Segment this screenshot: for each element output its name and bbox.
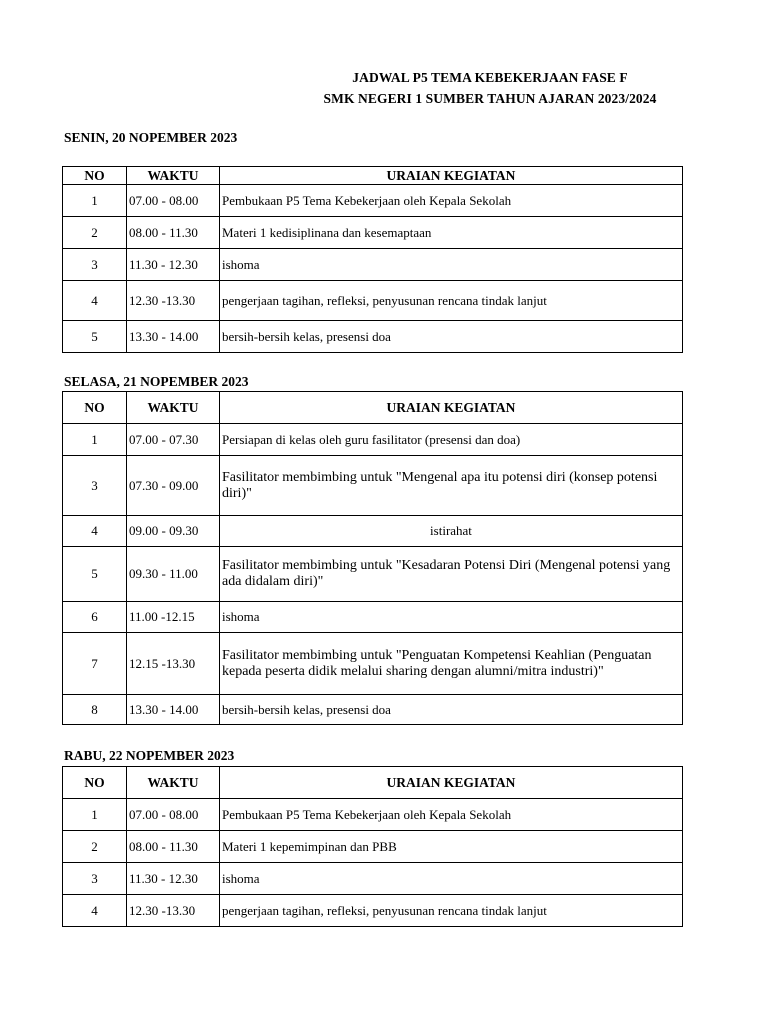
cell-uraian: Persiapan di kelas oleh guru fasilitator (presensi dan doa) [220, 424, 683, 456]
column-header-uraian: URAIAN KEGIATAN [220, 767, 683, 799]
cell-no: 4 [63, 281, 127, 321]
cell-uraian: pengerjaan tagihan, refleksi, penyusunan rencana tindak lanjut [220, 895, 683, 927]
cell-waktu: 13.30 - 14.00 [127, 695, 220, 725]
cell-uraian: ishoma [220, 863, 683, 895]
table-header-row [63, 767, 683, 799]
table-header-row [63, 392, 683, 424]
cell-no: 3 [63, 456, 127, 516]
cell-waktu: 07.30 - 09.00 [127, 456, 220, 516]
cell-waktu: 13.30 - 14.00 [127, 321, 220, 353]
table-row [63, 321, 683, 353]
day-heading-selasa: SELASA, 21 NOPEMBER 2023 [64, 374, 249, 389]
cell-waktu: 08.00 - 11.30 [127, 831, 220, 863]
cell-no: 3 [63, 249, 127, 281]
schedule-table-senin [62, 166, 683, 353]
cell-waktu: 09.30 - 11.00 [127, 547, 220, 602]
column-header-no: NO [63, 167, 127, 185]
cell-waktu: 11.00 -12.15 [127, 602, 220, 633]
table-row [63, 547, 683, 602]
cell-uraian: bersih-bersih kelas, presensi doa [220, 321, 683, 353]
document-title-line-1: JADWAL P5 TEMA KEBEKERJAAN FASE F [352, 70, 628, 85]
table-row [63, 863, 683, 895]
cell-uraian: pengerjaan tagihan, refleksi, penyusunan rencana tindak lanjut [220, 281, 683, 321]
cell-uraian: Fasilitator membimbing untuk "Kesadaran Potensi Diri (Mengenal potensi yang ada didalam diri)" [220, 547, 683, 602]
cell-waktu: 12.15 -13.30 [127, 633, 220, 695]
cell-no: 7 [63, 633, 127, 695]
schedule-table-selasa [62, 391, 683, 725]
table-header-row [63, 167, 683, 185]
column-header-waktu: WAKTU [127, 167, 220, 185]
cell-uraian: istirahat [220, 516, 683, 547]
table-row [63, 249, 683, 281]
cell-uraian: Fasilitator membimbing untuk "Mengenal apa itu potensi diri (konsep potensi diri)" [220, 456, 683, 516]
cell-uraian: Pembukaan P5 Tema Kebekerjaan oleh Kepala Sekolah [220, 799, 683, 831]
cell-no: 5 [63, 321, 127, 353]
column-header-waktu: WAKTU [127, 767, 220, 799]
cell-uraian: bersih-bersih kelas, presensi doa [220, 695, 683, 725]
table-row [63, 831, 683, 863]
table-row [63, 456, 683, 516]
day-heading-rabu: RABU, 22 NOPEMBER 2023 [64, 748, 235, 763]
table-row [63, 185, 683, 217]
cell-no: 4 [63, 895, 127, 927]
column-header-no: NO [63, 767, 127, 799]
column-header-uraian: URAIAN KEGIATAN [220, 167, 683, 185]
table-row [63, 633, 683, 695]
cell-no: 2 [63, 831, 127, 863]
table-row [63, 895, 683, 927]
table-row [63, 217, 683, 249]
document-title-line-2: SMK NEGERI 1 SUMBER TAHUN AJARAN 2023/2024 [323, 91, 657, 106]
column-header-uraian: URAIAN KEGIATAN [220, 392, 683, 424]
cell-waktu: 09.00 - 09.30 [127, 516, 220, 547]
cell-no: 1 [63, 185, 127, 217]
cell-no: 4 [63, 516, 127, 547]
table-row [63, 695, 683, 725]
cell-waktu: 11.30 - 12.30 [127, 249, 220, 281]
cell-waktu: 07.00 - 08.00 [127, 185, 220, 217]
day-heading-senin: SENIN, 20 NOPEMBER 2023 [64, 130, 238, 145]
cell-no: 2 [63, 217, 127, 249]
schedule-table-rabu [62, 766, 683, 927]
table-row [63, 424, 683, 456]
cell-uraian: Pembukaan P5 Tema Kebekerjaan oleh Kepala Sekolah [220, 185, 683, 217]
cell-waktu: 08.00 - 11.30 [127, 217, 220, 249]
cell-no: 8 [63, 695, 127, 725]
cell-no: 6 [63, 602, 127, 633]
cell-no: 3 [63, 863, 127, 895]
cell-waktu: 07.00 - 07.30 [127, 424, 220, 456]
cell-uraian: Materi 1 kedisiplinana dan kesemaptaan [220, 217, 683, 249]
column-header-no: NO [63, 392, 127, 424]
table-row [63, 281, 683, 321]
cell-uraian: Fasilitator membimbing untuk "Penguatan Kompetensi Keahlian (Penguatan kepada peserta didik melalui sharing dengan alumni/mitra industri)" [220, 633, 683, 695]
cell-uraian: ishoma [220, 602, 683, 633]
cell-no: 5 [63, 547, 127, 602]
cell-uraian: ishoma [220, 249, 683, 281]
table-row [63, 799, 683, 831]
column-header-waktu: WAKTU [127, 392, 220, 424]
cell-waktu: 12.30 -13.30 [127, 281, 220, 321]
table-row [63, 516, 683, 547]
cell-waktu: 11.30 - 12.30 [127, 863, 220, 895]
table-row [63, 602, 683, 633]
cell-waktu: 12.30 -13.30 [127, 895, 220, 927]
cell-waktu: 07.00 - 08.00 [127, 799, 220, 831]
cell-uraian: Materi 1 kepemimpinan dan PBB [220, 831, 683, 863]
cell-no: 1 [63, 424, 127, 456]
cell-no: 1 [63, 799, 127, 831]
